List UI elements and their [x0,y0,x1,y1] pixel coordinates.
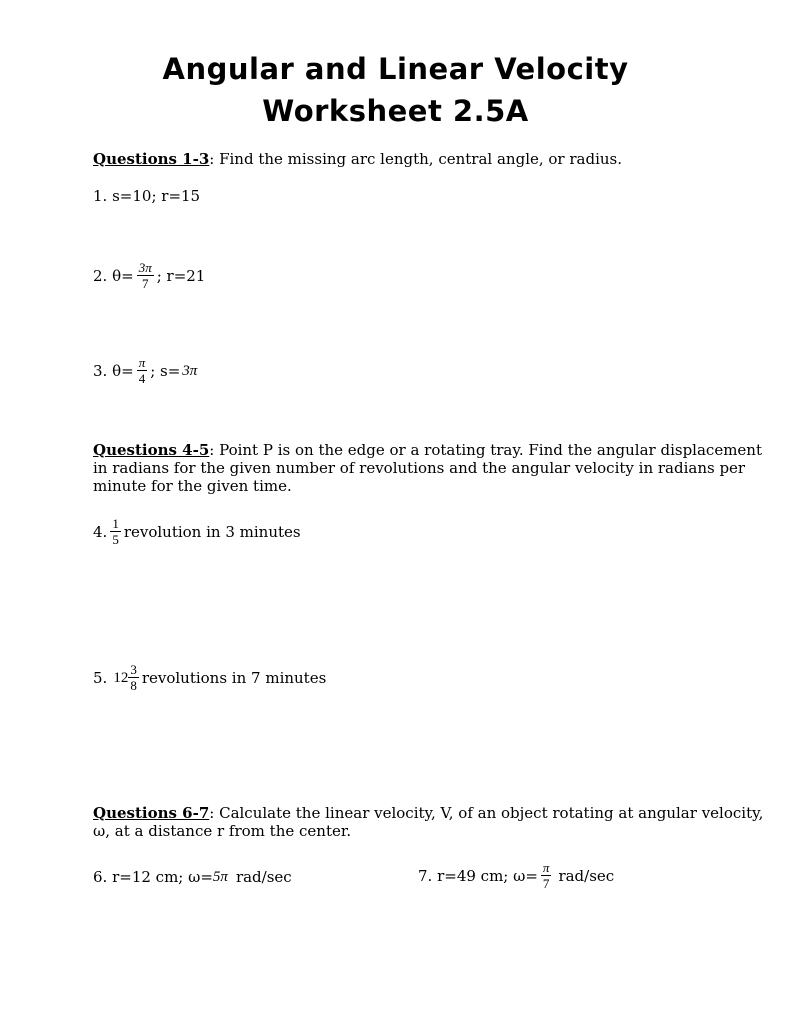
question-2-rest: ; r=21 [156,266,206,285]
fraction-denominator: 7 [141,276,149,291]
fraction-numerator: 3 [130,662,137,677]
fraction-denominator: 4 [138,371,146,386]
fraction-denominator: 5 [112,532,119,547]
question-5-rest: revolutions in 7 minutes [141,668,327,687]
question-3-fraction [137,355,148,386]
question-4-number: 4. [93,522,108,541]
question-4-fraction [110,516,121,547]
section-2-heading: Questions 4-5 [93,441,210,459]
question-1 [93,187,200,205]
section-1-instructions [93,150,622,168]
section-1-text: : Find the missing arc length, central angle, or radius. [209,150,623,168]
question-2-label: 2. θ= [93,266,134,285]
fraction-numerator: π [542,860,550,875]
question-1-text: s=10; r=15 [112,187,201,205]
section-3-heading: Questions 6-7 [93,804,210,822]
section-2-line-2: in radians for the given number of revolutions and the angular velocity in radians per [93,459,746,477]
fraction-numerator: 3π [138,260,152,275]
question-7-prefix: 7. r=49 cm; ω= [418,866,538,885]
question-3 [93,355,197,386]
question-5-fraction [128,662,139,693]
question-4-rest: revolution in 3 minutes [123,522,301,541]
question-3-label: 3. θ= [93,361,134,380]
question-4 [93,516,301,547]
fraction-numerator: 1 [112,516,119,531]
question-6-prefix: 6. r=12 cm; ω= [93,868,213,886]
question-5-number: 5. [93,668,108,687]
question-7 [418,860,614,891]
question-6-unit: rad/sec [235,868,292,886]
section-2-instructions [93,441,762,495]
question-7-unit: rad/sec [558,866,615,885]
worksheet-subtitle: Worksheet 2.5A [262,94,529,128]
question-5 [93,662,326,693]
section-3-line-1: : Calculate the linear velocity, V, of an object rotating at angular velocity, [209,804,764,822]
question-7-fraction [541,860,552,891]
question-2 [93,260,205,291]
fraction-numerator: π [138,355,146,370]
question-2-fraction [137,260,154,291]
section-1-heading: Questions 1-3 [93,150,210,168]
section-2-line-3: minute for the given time. [93,477,292,495]
fraction-denominator: 8 [130,678,137,693]
section-2-line-1: : Point P is on the edge or a rotating tray. Find the angular displacement [209,441,762,459]
question-6-omega: 5π [212,869,228,885]
section-3-line-2: ω, at a distance r from the center. [93,822,352,840]
section-3-instructions [93,804,763,840]
question-3-rest: ; s= [150,361,181,380]
mixed-number-whole: 12 [113,669,129,686]
question-1-number: 1. [93,187,108,205]
question-6 [93,868,292,886]
fraction-denominator: 7 [542,876,550,891]
worksheet-title: Angular and Linear Velocity [162,52,629,86]
question-3-s-value: 3π [182,362,198,379]
